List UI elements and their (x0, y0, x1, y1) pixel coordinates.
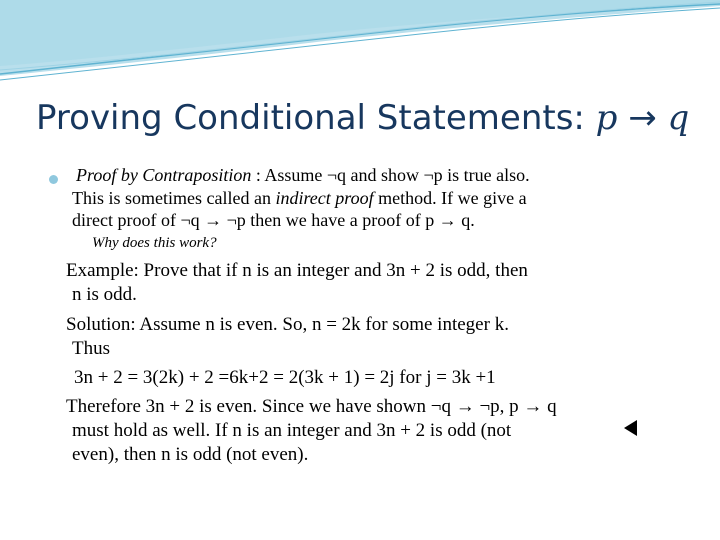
title-arrow: → (617, 98, 668, 138)
example-line-2: n is odd. (72, 284, 137, 305)
previous-arrow-icon[interactable] (624, 420, 637, 436)
title-prefix: Proving Conditional Statements: (36, 98, 596, 138)
title-p: p (595, 98, 618, 138)
title-q: q (667, 98, 690, 138)
solution-line-4: Therefore 3n + 2 is even. Since we have shown ¬q → ¬p, p → q (66, 396, 557, 417)
bullet-line-2 (72, 188, 527, 209)
solution-line-1: Solution: Assume n is even. So, n = 2k for some integer k. (66, 314, 509, 335)
example-line-1: Example: Prove that if n is an integer and 3n + 2 is odd, then (66, 260, 528, 281)
indirect-proof-term: indirect proof (275, 188, 374, 208)
solution-line-2: Thus (72, 338, 110, 359)
bullet-line-3: direct proof of ¬q → ¬p then we have a proof of p → q. (72, 210, 475, 230)
bullet-line-2a: This is sometimes called an (72, 188, 276, 208)
solution-line-3: 3n + 2 = 3(2k) + 2 =6k+2 = 2(3k + 1) = 2j for j = 3k +1 (74, 367, 496, 388)
contraposition-rest: : Assume ¬q and show ¬p is true also. (251, 165, 530, 185)
contraposition-term: Proof by Contraposition (76, 165, 252, 185)
why-question: Why does this work? (92, 235, 217, 251)
solution-line-6: even), then n is odd (not even). (72, 444, 309, 465)
bullet-line-2b: method. If we give a (373, 188, 527, 208)
bullet-line-1 (76, 165, 530, 186)
solution-line-5: must hold as well. If n is an integer and 3n + 2 is odd (not (72, 420, 512, 441)
